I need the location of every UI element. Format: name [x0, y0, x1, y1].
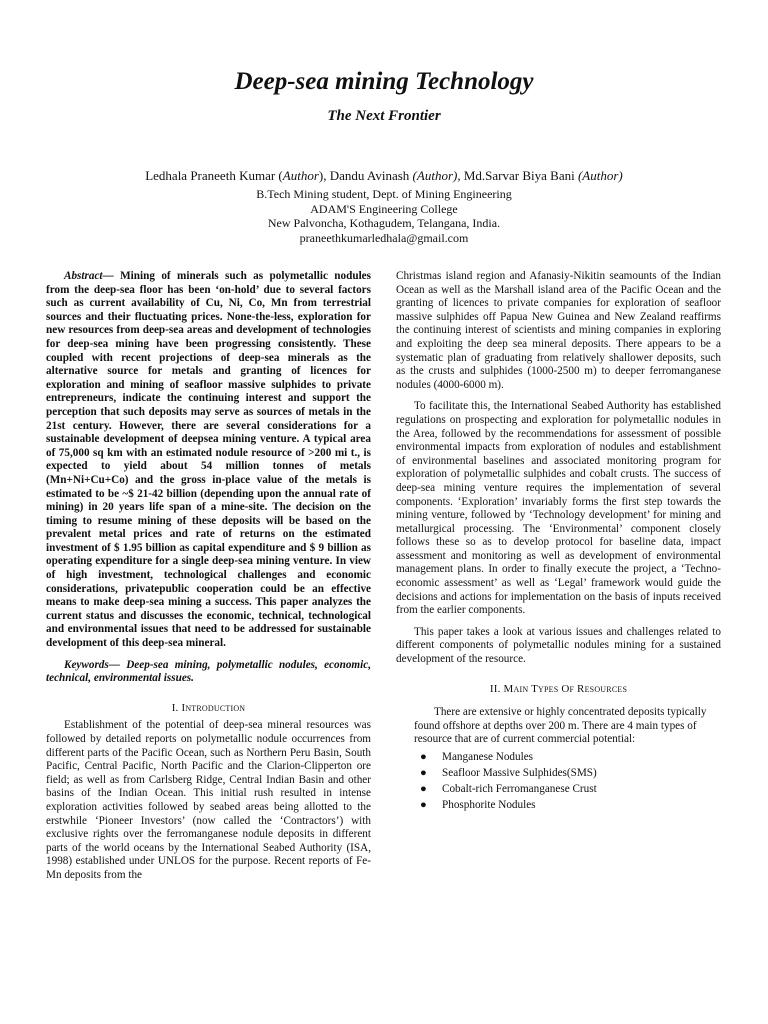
paper-subtitle: The Next Frontier: [327, 108, 441, 124]
intro-paragraph-3: This paper takes a look at various issues and challenges related to different components of polymetallic nodules mining for a sustained development of the resource.: [396, 625, 721, 666]
left-column: [46, 270, 371, 883]
author-line: Ledhala Praneeth Kumar (Author), Dandu Avinash (Author), Md.Sarvar Biya Bani (Author): [145, 168, 623, 183]
bullet-icon: ●: [420, 751, 427, 763]
resource-list: [396, 749, 721, 813]
right-column: [396, 270, 721, 813]
intro-paragraph-1: Establishment of the potential of deep-sea mineral resources was followed by detailed reports on polymetallic nodule occurrences from different parts of the Pacific Ocean, such as Northern Peru Basin, South Pacific, Central Pacific, North Pacific and the Clarion-Clipperton ore field; as well as from Carlsberg Ridge, Central Indian Basin and other basins of the Indian Ocean. This initial rush resulted in intense exploration activities followed by seabed areas being allotted to the erstwhile ‘Pioneer Investors’ (now called the ‘Contractors’) with exclusive rights over the ferromanganese nodule deposits in different parts of the world oceans by the International Seabed Authority (ISA, 1998) established under UNLOS for the purpose. Recent reports of Fe-Mn deposits from the: [46, 719, 371, 881]
abstract-label: Abstract—: [64, 270, 114, 282]
author-3-role: Author: [582, 168, 619, 183]
author-2-name: Dandu Avinash: [329, 168, 410, 183]
resources-intro: There are extensive or highly concentrated deposits typically found offshore at depths over 200 m. There are 4 main types of resource that are of current commercial potential:: [414, 706, 707, 746]
list-item: ● Cobalt-rich Ferromanganese Crust: [420, 783, 597, 795]
author-3-name: Md.Sarvar Biya Bani: [463, 168, 575, 183]
intro-paragraph-1-continued: Christmas island region and Afanasiy-Nikitin seamounts of the Indian Ocean as well as the Marshall island area of the Pacific Ocean and the granting of licences to private companies for exploration of seafloor massive sulphides off Papua New Guinea and New Zealand reaffirms the continuing interest of scientists and mining companies in exploring and exploiting the deep sea mineral deposits. There appears to be a systematic plan of graduating from relatively shallower deposits, such as the crusts and sulphides (1000-2500 m) to deeper ferromanganese nodules (4000-6000 m).: [396, 270, 721, 391]
abstract-text: Mining of minerals such as polymetallic nodules from the deep-sea floor has been ‘on-hold’ due to several factors such as current availability of Cu, Ni, Co, Mn from terrestrial sources and their fluctuating prices. None-the-less, exploration for new resources from deep-sea areas and development of technologies for deep-sea mining have been progressing consistently. These coupled with recent projections of deep-sea minerals as the alternative source for metals and granting of licences for exploration and mining of seafloor massive sulphides to private entrepreneurs, indicate the continuing interest and support the perception that such deposits may serve as sources of metals in the 21st century. However, there are several considerations for a sustainable development of deepsea mining venture. A typical area of 75,000 sq km with an estimated nodule resource of >200 mi t., is expected to yield about 54 million tonnes of metals (Mn+Ni+Cu+Co) and the gross in-place value of the metals is estimated to be ~$ 21-42 billion (depending upon the annual rate of mining) in 20 years life span of a mine-site. The decision on the timing to resume mining of these deposits will be based on the prevalent metal prices and rate of returns on the estimated investment of $ 1.95 billion as capital expenditure and $ 9 billion as operating expenditure for a single deep-sea mining venture. In view of high investment, technological challenges and economic considerations, privatepublic cooperation could be an effective means to make deep-sea mining a success. This paper analyzes the current status and discusses the economic, technical, technological and environmental issues that need to be addressed for sustainable development of this deep-sea mineral.: [46, 270, 371, 650]
list-item: ● Manganese Nodules: [420, 751, 534, 763]
affiliation-department: B.Tech Mining student, Dept. of Mining Engineering: [256, 187, 512, 201]
keywords: Keywords— Deep-sea mining, polymetallic nodules, economic, technical, environmental issues.: [46, 658, 371, 685]
list-item: ● Seafloor Massive Sulphides(SMS): [420, 767, 597, 779]
affiliation-address: New Palvoncha, Kothagudem, Telangana, India.: [267, 216, 501, 230]
author-1-name: Ledhala Praneeth Kumar: [145, 168, 276, 183]
author-email: praneethkumarledhala@gmail.com: [299, 231, 469, 245]
intro-paragraph-2: To facilitate this, the International Seabed Authority has established regulations on prospecting and exploration for polymetallic nodules in the Area, followed by the recommendations for assessment of possible environmental impacts from exploration of nodules and establishment of environmental baselines and associated monitoring program for exploration of polymetallic sulphides and cobalt crusts. The success of deep-sea mining venture requires the implementation of several components. ‘Exploration’ invariably forms the first step towards the mining venture, followed by ‘Technology development’ for mining and metallurgical processing. The ‘Environmental’ component closely follows these so as to develop protocol for baseline data, impact assessment and monitoring as well as development of environmental management plans. In order to finally execute the project, a ‘Techno-economic assessment’ as well as ‘Legal’ framework would guide the decisions and actions for implementation on the basis of inputs received from the earlier components.: [396, 400, 721, 617]
section-1-heading: I. Introduction: [171, 701, 246, 714]
bullet-icon: ●: [420, 799, 427, 811]
author-2-role: Author: [416, 168, 454, 183]
author-1-role: Author: [282, 168, 319, 183]
bullet-icon: ●: [420, 767, 427, 779]
bullet-icon: ●: [420, 783, 427, 795]
abstract: [46, 270, 371, 651]
paper-title: Deep-sea mining Technology: [234, 68, 534, 95]
list-item: ● Phosphorite Nodules: [420, 799, 536, 811]
affiliation-college: ADAM'S Engineering College: [310, 202, 458, 216]
section-2-heading: II. Main Types Of Resources: [489, 682, 628, 695]
